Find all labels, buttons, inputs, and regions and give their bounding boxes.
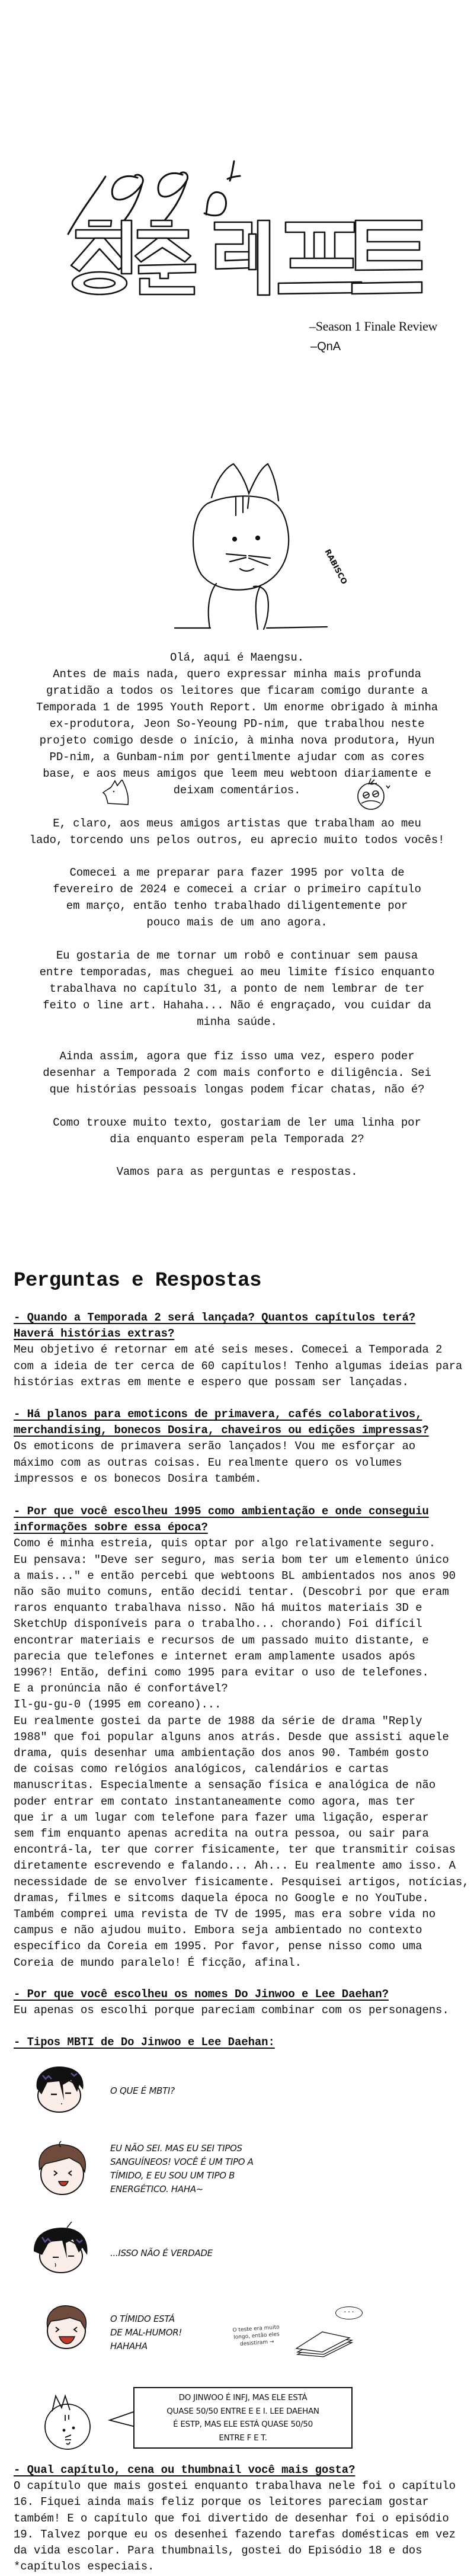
text-line: DO JINWOO É INFJ, MAS ELE ESTÁ [178, 2393, 308, 2402]
text-line: encontrar materiais e recursos de um passado muito distante, e [14, 1633, 429, 1647]
text-line: 1996?! Então, defini como 1995 para evitar o uso de telefones. [14, 1666, 429, 1680]
qa-answer [14, 1536, 470, 1971]
text-line: Temporada 1 de 1995 Youth Report. Um enorme obrigado à minha [36, 701, 438, 714]
text-line: 19. Talvez porque eu os desenhei fazendo tarefas domésticas em vez [14, 2527, 456, 2541]
question-text: - Há planos para emoticons de primavera, cafés colaborativos, [14, 1408, 422, 1421]
text-line: PD-nim, a Gunbam-nim por gentilmente ajudar com as cores [49, 751, 425, 764]
text-line: 1988" que foi popular alguns anos atrás. Desde que assisti aquele [14, 1730, 449, 1744]
intro-paragraph [0, 1114, 474, 1148]
text-line: Eu realmente gostei da parte de 1988 da série de drama "Reply [14, 1714, 422, 1728]
question-text: - Por que você escolheu os nomes Do Jinwoo e Lee Daehan? [14, 1988, 389, 2001]
text-line: projeto comigo desde o início, à minha nova produtora, Hyun [39, 734, 435, 747]
qa-question [14, 1310, 470, 1342]
text-line: trabalhava no capítulo 31, a ponto de nem lembrar de ter [49, 982, 425, 995]
text-line: específico da Coreia em 1995. Por favor, pense nisso como uma [14, 1940, 422, 1953]
text-line: Eu gostaria de me tornar um robô e continuar sem pausa [56, 949, 418, 962]
rabisco-label: RABISCO [322, 547, 349, 587]
text-line: Eu pensava: "Deve ser seguro, mas seria bom ter um elemento único [14, 1553, 449, 1566]
text-line: dia enquanto esperam pela Temporada 2? [110, 1133, 364, 1146]
text-line: Como é minha estreia, quis optar por algo relativamente seguro. [14, 1537, 436, 1550]
text-line: Meu objetivo é retornar em até seis meses. Comecei a Temporada 2 [14, 1343, 443, 1357]
comic-line [110, 2312, 182, 2353]
text-line: de coisas como relógios analógicos, calendários e cartas [14, 1763, 389, 1776]
daehan-face-laughing-icon [43, 2303, 90, 2351]
subtitle-season-finale: –Season 1 Finale Review [309, 319, 438, 334]
comic-line [110, 2084, 175, 2098]
text-line: O QUE É MBTI? [110, 2085, 175, 2096]
qa-question [14, 2034, 470, 2050]
qa-item [14, 1987, 470, 2018]
text-line: minha saúde. [197, 1015, 277, 1029]
qa-question [14, 2462, 470, 2478]
intro-paragraph [0, 815, 474, 848]
text-line [14, 1987, 470, 2003]
text-line: necessidade de se envolver fisicamente. Pesquisei artigos, notícias, [14, 1875, 469, 1889]
text-line: desistiram → [239, 2338, 274, 2347]
text-line: da vida escolar. Para thumbnails, gostei do Episódio 18 e dos [14, 2544, 422, 2558]
text-line: com a ideia de ter cerca de 60 capítulos! Tenho algumas ideias para [14, 1359, 463, 1373]
text-line [14, 1406, 470, 1422]
text-line: parecia que telefones e internet eram amplamente usados após [14, 1649, 416, 1663]
text-line: QUASE 50/50 ENTRE E E I. LEE DAEHAN [166, 2406, 319, 2416]
text-line: que ir a um lugar com telefone para fazer uma ligação, esperar [14, 1811, 429, 1824]
qa-section-title: Perguntas e Respostas [14, 1270, 261, 1292]
comic-line [110, 2247, 213, 2260]
text-line: sem fim enquanto apenas acredita na outra pessoa, ou sair para [14, 1827, 429, 1841]
qa-item [14, 1504, 470, 1971]
question-text: informações sobre essa época? [14, 1521, 208, 1534]
qa-question [14, 1504, 470, 1536]
text-line: Olá, aqui é Maengsu. [169, 651, 305, 664]
qa-item [14, 1310, 470, 1390]
text-line: dramas, filmes e sitcoms daquela época no Google e no YouTube. [14, 1891, 429, 1905]
qa-answer [14, 2003, 470, 2018]
text-line: Antes de mais nada, quero expressar minha mais profunda [53, 668, 421, 681]
text-line [14, 2462, 470, 2478]
question-text: - Qual capítulo, cena ou thumbnail você mais gosta? [14, 2463, 356, 2476]
text-line: E a pronúncia não é confortável? [14, 1682, 228, 1696]
text-line: O teste era muito [232, 2324, 280, 2334]
cat-praying-illustration [166, 456, 367, 634]
qa-item [14, 1406, 470, 1487]
qa-answer [14, 2478, 470, 2575]
text-line: desenhar a Temporada 2 com mais conforto e diligência. Sei [43, 1066, 431, 1079]
text-line: 16. Fiquei ainda mais feliz porque os leitores pareciam gostar [14, 2495, 429, 2509]
question-text: - Quando a Temporada 2 será lançada? Quantos capítulos terá? [14, 1311, 416, 1324]
text-line: Il-gu-gu-0 (1995 em coreano)... [14, 1698, 222, 1712]
qa-answer [14, 1342, 470, 1390]
text-line: É ESTP, MAS ELE ESTÁ QUASE 50/50 [173, 2420, 313, 2429]
paper-speech-text: ... [343, 2308, 355, 2315]
text-line [14, 1520, 470, 1536]
text-line: que histórias pessoais longas podem ficar chatas, não é? [49, 1083, 425, 1096]
text-line: pouco mais de um ano agora. [146, 916, 328, 929]
qa-question [14, 1987, 470, 2003]
text-line: poder entrar em contato instantaneamente como agora, mas ter [14, 1795, 416, 1808]
text-line: DE MAL-HUMOR! [110, 2327, 182, 2338]
intro-paragraph [0, 649, 474, 799]
side-note [220, 2323, 293, 2349]
text-line: a mais..." e então percebi que webtoons BL ambientados nos anos 90 [14, 1569, 456, 1582]
comic-line [110, 2142, 254, 2196]
text-line: feito o line art. Hahaha... Não é engraçado, vou cuidar da [43, 999, 431, 1012]
text-line: encontrá-la, ter que correr fisicamente, ter que transmitir coisas [14, 1843, 456, 1857]
qa-item [14, 2034, 470, 2050]
question-text: - Por que você escolheu 1995 como ambientação e onde conseguiu [14, 1505, 429, 1518]
text-line: Coreia de mundo paralelo! É ficção, afinal. [14, 1956, 302, 1969]
text-line: *capítulos especiais. [14, 2560, 155, 2574]
paper-speech-bubble [335, 2306, 363, 2319]
text-line: Também comprei uma revista de TV de 1995, mas era sobre vida no [14, 1908, 436, 1921]
text-line: não são muito comuns, então decidi tentar. (Descobri por que eram [14, 1585, 449, 1599]
text-line: lado, torcendo uns pelos outros, eu aprecio muito todos vocês! [29, 834, 445, 847]
logo-1995-youth-report [0, 0, 474, 308]
author-speech-bubble [133, 2387, 353, 2449]
text-line: longo, então eles [233, 2331, 280, 2341]
text-line: Comecei a me preparar para fazer 1995 por volta de [69, 866, 405, 879]
intro-paragraph [0, 1164, 474, 1180]
author-cat-icon [41, 2394, 136, 2450]
text-line: base, e aos meus amigos que leem meu webtoon diariamente e [43, 767, 431, 780]
question-text: - Tipos MBTI de Do Jinwoo e Lee Daehan: [14, 2036, 275, 2049]
text-line: ex-produtora, Jeon So-Yeoung PD-nim, que trabalhou neste [49, 717, 425, 730]
text-line: HAHAHA [110, 2341, 148, 2351]
text-line: também! E o capítulo que foi divertido de desenhar foi o episódio [14, 2511, 449, 2525]
jinwoo-face-sweat-icon [31, 2222, 91, 2276]
text-line: E, claro, aos meus amigos artistas que trabalham ao meu [53, 817, 421, 830]
text-line: O capítulo que mais gostei enquanto trabalhava nele foi o capítulo [14, 2479, 456, 2493]
text-line: diretamente escrevendo e falando... Ah... Eu realmente amo isso. A [14, 1859, 456, 1873]
text-line: impressos e os bonecos Dosira também. [14, 1472, 262, 1485]
text-line: Como trouxe muito texto, gostariam de ler uma linha por [53, 1116, 421, 1129]
text-line: histórias extras em mente e espero que possam ser lançadas. [14, 1375, 409, 1389]
text-line: campus e não ajudou muito. Embora seja ambientado no contexto [14, 1924, 422, 1937]
text-line: drama, quis desenhar uma ambientação dos anos 90. Também gosto [14, 1747, 429, 1760]
text-line [14, 2034, 470, 2050]
text-line [14, 1422, 470, 1438]
qa-question [14, 1406, 470, 1438]
text-line: deixam comentários. [173, 784, 301, 797]
text-line: Vamos para as perguntas e respostas. [116, 1165, 358, 1178]
text-line: raros enquanto trabalhava nisso. Não há muitos materiais 3D e [14, 1601, 422, 1615]
text-line: em março, então tenho trabalhado diligentemente por [66, 899, 408, 912]
qa-answer [14, 1438, 470, 1487]
question-text: merchandising, bonecos Dosira, chaveiros ou edições impressas? [14, 1424, 429, 1437]
text-line: TÍMIDO, E EU SOU UM TIPO B [110, 2170, 235, 2181]
text-line: fevereiro de 2024 e comecei a criar o primeiro capítulo [53, 883, 421, 896]
text-line: EU NÃO SEI. MAS EU SEI TIPOS [110, 2143, 242, 2154]
text-line: Ainda assim, agora que fiz isso uma vez, espero poder [59, 1050, 415, 1063]
text-line: entre temporadas, mas cheguei ao meu limite físico enquanto [39, 966, 435, 979]
text-line: ENERGÉTICO. HAHA~ [110, 2184, 204, 2194]
text-line: gratidão a todos os leitores que ficaram comigo durante a [46, 684, 428, 697]
text-line: SketchUp disponíveis para o trabalho... chorando) Foi difícil [14, 1617, 422, 1631]
intro-paragraph [0, 947, 474, 1030]
paper-stack-icon [295, 2330, 357, 2359]
jinwoo-face-icon [30, 2065, 89, 2113]
text-line: Eu apenas os escolhi porque pareciam combinar com os personagens. [14, 2004, 449, 2017]
text-line [14, 1326, 470, 1342]
text-line: O TÍMIDO ESTÁ [110, 2314, 175, 2324]
text-line: ...ISSO NÃO É VERDADE [110, 2248, 213, 2258]
question-text: Haverá histórias extras? [14, 1327, 175, 1341]
text-line: ENTRE F E T. [219, 2433, 267, 2443]
text-line: Os emoticons de primavera serão lançados! Vou me esforçar ao [14, 1440, 416, 1453]
intro-paragraph [0, 864, 474, 931]
text-line [14, 1310, 470, 1326]
text-line: máximo com as outras coisas. Eu realmente quero os volumes [14, 1456, 402, 1469]
text-line [14, 1504, 470, 1520]
daehan-face-icon [33, 2140, 92, 2197]
qa-item [14, 2462, 470, 2575]
intro-paragraph [0, 1048, 474, 1098]
subtitle-qna: –QnA [310, 340, 341, 353]
text-line: manuscritas. Especialmente a sensação física e analógica de não [14, 1779, 436, 1792]
text-line: SANGUÍNEOS! VOCÊ É UM TIPO A [110, 2157, 254, 2167]
author-bubble-text [166, 2391, 319, 2444]
